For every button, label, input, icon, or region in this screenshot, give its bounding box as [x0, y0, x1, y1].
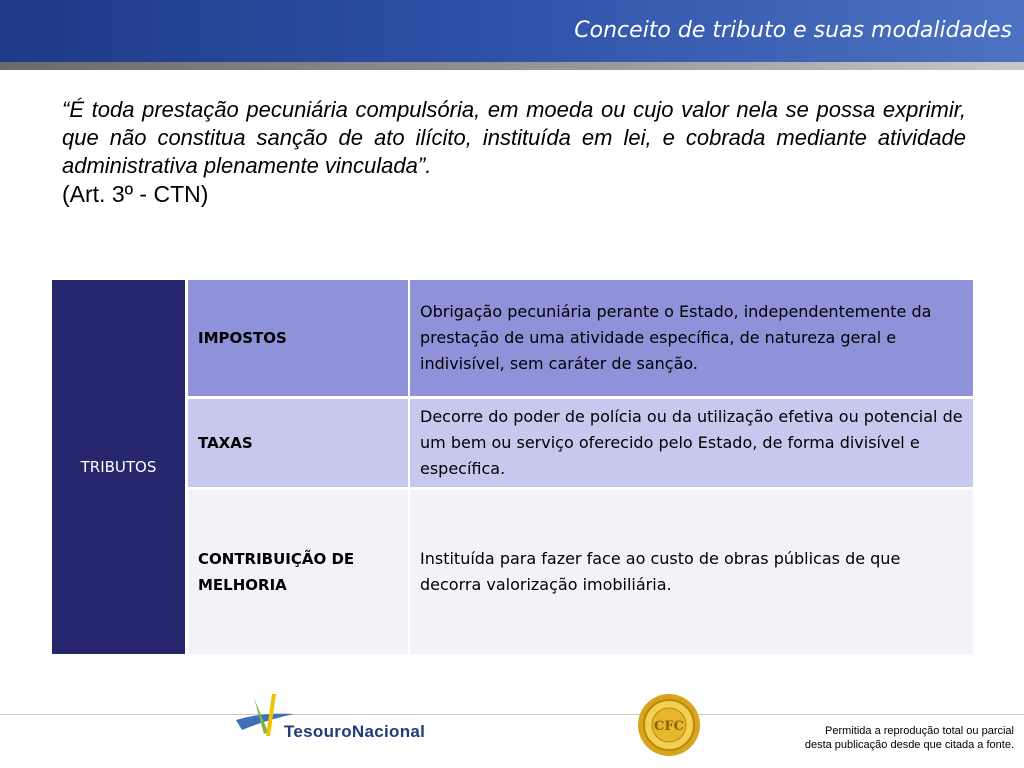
header-divider: [0, 62, 1024, 70]
footer-divider: [0, 714, 1024, 715]
reproduction-notice: [805, 724, 1014, 752]
row-label-impostos: IMPOSTOS: [188, 280, 408, 396]
reproduction-notice-line2: desta publicação desde que citada a fonte.: [804, 739, 1014, 751]
row-label-contribuicao: CONTRIBUIÇÃO DE MELHORIA: [188, 490, 408, 654]
row-label-taxas: TAXAS: [188, 399, 408, 487]
row-desc-taxas: Decorre do poder de polícia ou da utilização efetiva ou potencial de um bem ou serviço oferecido pelo Estado, de forma divisível e específica.: [410, 399, 973, 487]
cfc-seal-icon: [636, 692, 702, 758]
quote-source: (Art. 3º - CTN): [62, 181, 209, 207]
slide-title: Conceito de tributo e suas modalidades: [574, 18, 1012, 43]
cfc-seal-text: CFC: [654, 719, 684, 734]
quote-text: “É toda prestação pecuniária compulsória, em moeda ou cujo valor nela se possa exprimir, que não constitua sanção de ato ilícito, instituída em lei, e cobrada mediante atividade administrativa plenamente vinculada”.: [62, 97, 966, 178]
row-desc-impostos: Obrigação pecuniária perante o Estado, independentemente da prestação de uma atividade específica, de natureza geral e indivisível, sem caráter de sanção.: [410, 280, 973, 396]
header-bar: [0, 0, 1024, 62]
tesouro-nacional-logo-icon: [232, 690, 442, 752]
tributos-table: [52, 280, 973, 654]
category-cell: TRIBUTOS: [52, 280, 185, 654]
row-desc-contribuicao: Instituída para fazer face ao custo de obras públicas de que decorra valorização imobiliária.: [410, 490, 973, 654]
tesouro-nacional-wordmark: TesouroNacional: [284, 722, 426, 741]
quote-block: [62, 96, 966, 208]
reproduction-notice-line1: Permitida a reprodução total ou parcial: [825, 725, 1014, 737]
